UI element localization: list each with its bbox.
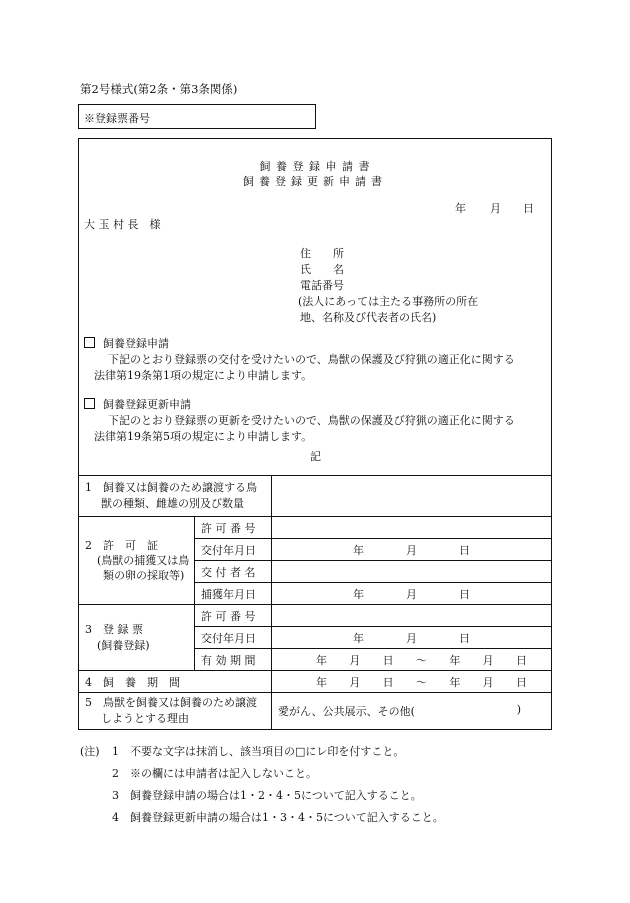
permit-number-input[interactable]	[272, 517, 552, 539]
option-renewal[interactable]	[84, 396, 191, 412]
registration-issue-date-input[interactable]: 年 月 日	[272, 627, 552, 649]
table-row	[79, 476, 552, 517]
permit-label: 2 許 可 証 (鳥獣の捕獲又は鳥 類の卵の採取等)	[79, 517, 195, 605]
registration-number-box[interactable]	[78, 104, 316, 129]
renewal-text-1: 下記のとおり登録票の更新を受けたいので、鳥獣の保護及び狩猟の適正化に関する	[108, 414, 515, 427]
registration-number-label: ※登録票番号	[84, 112, 150, 125]
applicant-name-label: 氏 名	[300, 263, 344, 276]
table-row	[79, 517, 552, 539]
keeping-period-input[interactable]: 年 月 日 ～ 年 月 日	[272, 671, 552, 693]
notes-section	[80, 741, 444, 829]
ki-mark: 記	[310, 450, 321, 463]
validity-period-input[interactable]: 年 月 日 ～ 年 月 日	[272, 649, 552, 671]
date-day[interactable]: 日	[523, 202, 534, 215]
details-table	[78, 475, 552, 730]
applicant-corporate-note-1: (法人にあっては主たる事務所の所在	[298, 295, 479, 308]
application-label: 飼養登録申請	[103, 337, 169, 350]
date-month[interactable]: 月	[490, 202, 501, 215]
application-text-2: 法律第19条第1項の規定により申請します。	[94, 369, 313, 382]
applicant-phone-label: 電話番号	[300, 279, 344, 292]
table-row	[79, 693, 552, 730]
reason-label: 5 鳥獣を飼養又は飼養のため譲渡 しようとする理由	[79, 693, 272, 730]
registration-label: 3 登 録 票 (飼養登録)	[79, 605, 195, 671]
notes-prefix: (注)	[80, 745, 100, 758]
addressee: 大 玉 村 長 様	[84, 218, 161, 231]
application-text-1: 下記のとおり登録票の交付を受けたいので、鳥獣の保護及び狩猟の適正化に関する	[108, 353, 515, 366]
note-item: 3 飼養登録申請の場合は1・2・4・5について記入すること。	[112, 789, 422, 802]
table-row	[79, 605, 552, 627]
applicant-address-label: 住 所	[300, 247, 344, 260]
permit-issue-date-label: 交付年月日	[195, 539, 272, 561]
title-renewal: 飼養登録更新申請書	[243, 175, 387, 188]
registration-issue-date-label: 交付年月日	[195, 627, 272, 649]
application-checkbox[interactable]	[84, 337, 95, 348]
note-item: 1 不要な文字は抹消し、該当項目の□にレ印を付すこと。	[112, 745, 405, 758]
renewal-label: 飼養登録更新申請	[103, 398, 191, 411]
registration-permit-number-input[interactable]	[272, 605, 552, 627]
permit-number-label: 許 可 番 号	[195, 517, 272, 539]
note-item: 4 飼養登録更新申請の場合は1・3・4・5について記入すること。	[112, 811, 444, 824]
option-application[interactable]	[84, 335, 169, 351]
renewal-checkbox[interactable]	[84, 398, 95, 409]
permit-issuer-label: 交 付 者 名	[195, 561, 272, 583]
title-application: 飼 養 登 録 申 請 書	[259, 160, 371, 173]
species-input[interactable]	[272, 476, 552, 517]
date-year[interactable]: 年	[455, 202, 466, 215]
note-item: 2 ※の欄には申請者は記入しないこと。	[112, 767, 317, 780]
validity-period-label: 有 効 期 間	[195, 649, 272, 671]
capture-date-label: 捕獲年月日	[195, 583, 272, 605]
reason-input[interactable]: 愛がん、公共展示、その他( )	[272, 693, 552, 730]
applicant-corporate-note-2: 地、名称及び代表者の氏名)	[300, 311, 437, 324]
registration-permit-number-label: 許 可 番 号	[195, 605, 272, 627]
permit-issue-date-input[interactable]: 年 月 日	[272, 539, 552, 561]
permit-issuer-input[interactable]	[272, 561, 552, 583]
renewal-text-2: 法律第19条第5項の規定により申請します。	[94, 430, 313, 443]
species-label: 1 飼養又は飼養のため譲渡する鳥 獣の種類、雌雄の別及び数量	[79, 476, 272, 517]
capture-date-input[interactable]: 年 月 日	[272, 583, 552, 605]
keeping-period-label: 4 飼 養 期 間	[79, 671, 272, 693]
table-row	[79, 671, 552, 693]
form-number: 第2号様式(第2条・第3条関係)	[80, 82, 238, 96]
